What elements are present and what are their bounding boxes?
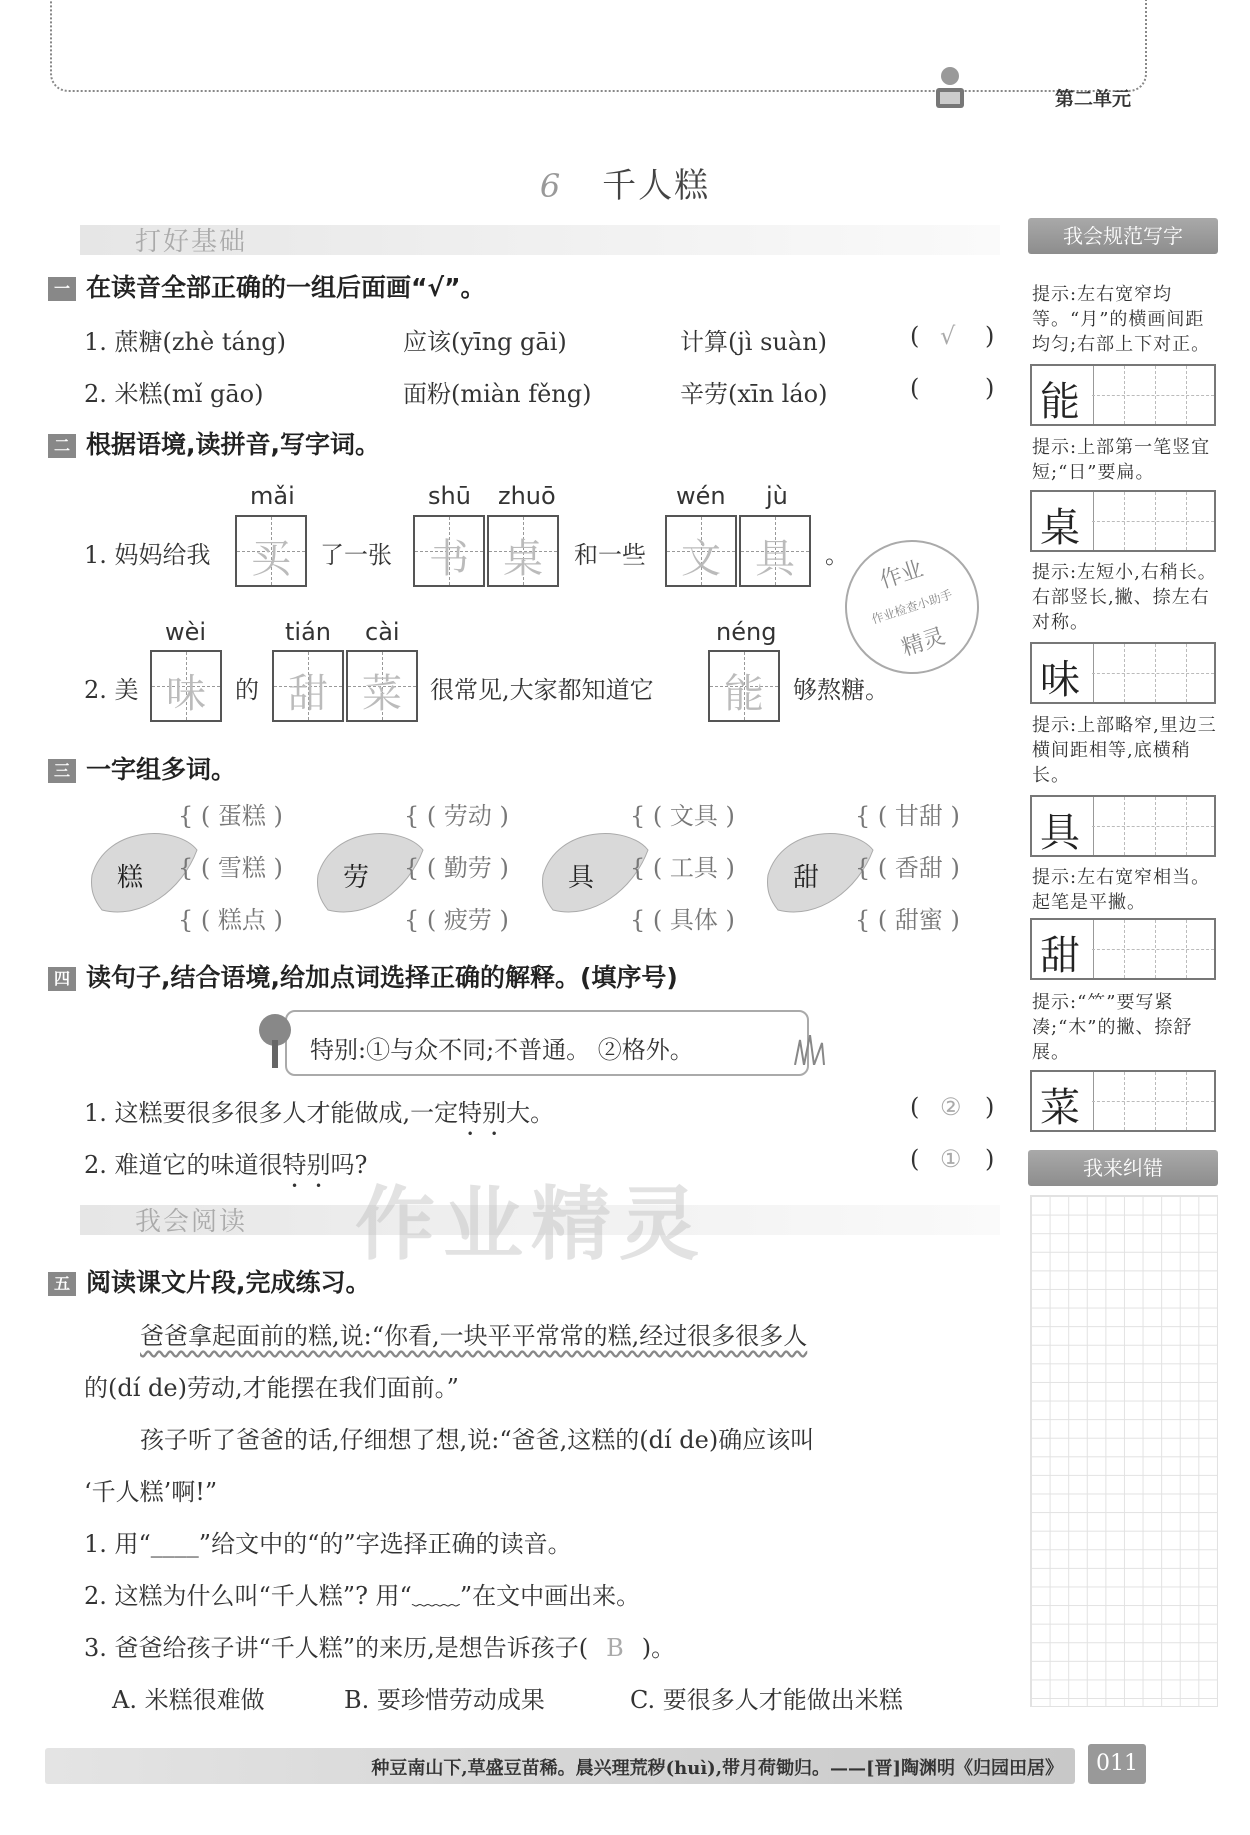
q3-group2-words: { ( 劳动 ) { ( 勤劳 ) { ( 疲劳 ): [404, 802, 509, 934]
q2-icon: 二: [48, 434, 76, 458]
section-title-reading: 我会阅读: [135, 1207, 248, 1237]
q5-task-3: 3. 爸爸给孩子讲“千人糕”的来历,是想告诉孩子( B )。: [84, 1634, 676, 1662]
section-title-basics: 打好基础: [135, 227, 248, 257]
q3-g3-w3[interactable]: 具体: [669, 906, 718, 934]
q2-s1-text-b: 了一张: [320, 541, 392, 569]
q4-title: [48, 958, 678, 994]
q1-row1-paren-open: (: [910, 322, 920, 350]
tip-4: 提示:上部略窄,里边三横间距相等,底横稍长。: [1032, 715, 1217, 786]
q2-s2-box-4[interactable]: 能: [708, 650, 780, 722]
q2-s2-text-d: 够熬糖。: [793, 676, 889, 704]
q2-s1-pinyin-1: mǎi: [250, 482, 295, 510]
q5-title: [48, 1263, 371, 1299]
lesson-title: [0, 158, 1250, 207]
q2-s2-text-c: 很常见,大家都知道它: [430, 676, 654, 704]
q2-s1-pinyin-3: zhuō: [498, 482, 556, 510]
q2-s1-text-c: 和一些: [574, 541, 646, 569]
unit-label: 第二单元: [1055, 88, 1132, 110]
q2-s1-box-1[interactable]: 买: [235, 515, 307, 587]
q2-s1-pinyin-4: wén: [676, 482, 726, 510]
footer-quote-band: [45, 1748, 1075, 1784]
q2-s1-pinyin-2: shū: [428, 482, 471, 510]
tip-1: 提示:左右宽窄均等。“月”的横画间距均匀;右部上下对正。: [1032, 284, 1211, 355]
q3-g4-w1[interactable]: 甘甜: [894, 802, 943, 830]
dotted-word-1: 特别: [458, 1099, 507, 1127]
writing-row-5[interactable]: 甜: [1030, 918, 1216, 980]
q5-task-2: 2. 这糕为什么叫“千人糕”? 用“﹏﹏”在文中画出来。: [84, 1582, 641, 1610]
tip-5: 提示:左右宽窄相当。起笔是平撇。: [1032, 867, 1211, 913]
page-number: 011: [1088, 1744, 1146, 1784]
q5-task-3-answer[interactable]: B: [606, 1634, 624, 1662]
q1-row1-a: 1. 蔗糖(zhè táng): [84, 328, 286, 356]
q2-s2-pinyin-2: tián: [285, 618, 331, 646]
q3-g3-w2[interactable]: 工具: [669, 854, 718, 882]
q2-s2-text-a: 2. 美: [84, 676, 139, 704]
passage-line-1: 爸爸拿起面前的糕,说:“你看,一块平平常常的糕,经过很多很多人: [140, 1322, 808, 1350]
q3-group3-words: { ( 文具 ) { ( 工具 ) { ( 具体 ): [630, 802, 735, 934]
q1-row2-c: 辛劳(xīn láo): [680, 380, 828, 408]
q2-s1-box-4[interactable]: 文: [665, 515, 737, 587]
definition-note: 特别:①与众不同;不普通。 ②格外。: [310, 1036, 694, 1064]
q2-s2-pinyin-4: néng: [716, 618, 777, 646]
q3-g4-w2[interactable]: 香甜: [894, 854, 943, 882]
q5-option-c[interactable]: C. 要很多人才能做出米糕: [630, 1686, 903, 1714]
tip-6: 提示:“⺮”要写紧凑;“木”的撇、捺舒展。: [1032, 992, 1193, 1063]
q4-icon: 四: [48, 967, 76, 991]
writing-row-6[interactable]: 菜: [1030, 1070, 1216, 1132]
q4-text: 读句子,结合语境,给加点词选择正确的解释。(填序号): [86, 963, 678, 992]
writing-row-3[interactable]: 味: [1030, 642, 1216, 704]
q3-g2-w2[interactable]: 勤劳: [443, 854, 492, 882]
q2-s2-box-2[interactable]: 甜: [272, 650, 344, 722]
q3-text: 一字组多词。: [86, 755, 237, 784]
q1-row1-b: 应该(yīng gāi): [403, 328, 567, 356]
homework-stamp: [828, 523, 997, 692]
side-header-correction: 我来纠错: [1028, 1150, 1218, 1186]
q3-title: [48, 750, 236, 786]
q2-text: 根据语境,读拼音,写字词。: [86, 430, 380, 459]
q4-paren-open-1: (: [910, 1093, 920, 1121]
passage-line-2: 的(dí de)劳动,才能摆在我们面前。”: [84, 1374, 459, 1402]
lesson-name: 千人糕: [602, 166, 711, 206]
q3-group4-words: { ( 甘甜 ) { ( 香甜 ) { ( 甜蜜 ): [855, 802, 960, 934]
q3-group1-words: { ( 蛋糕 ) { ( 雪糕 ) { ( 糕点 ): [178, 802, 283, 934]
q3-icon: 三: [48, 759, 76, 783]
q2-s2-text-b: 的: [235, 676, 259, 704]
q3-leaf-1: 糕: [117, 863, 144, 893]
tree-icon: [255, 1010, 295, 1070]
q2-s2-pinyin-1: wèi: [165, 618, 207, 646]
q2-title: [48, 425, 380, 461]
q4-paren-open-2: (: [910, 1145, 920, 1173]
passage-line-4: ‘千人糕’啊!”: [84, 1478, 218, 1506]
stamp-top: 作业: [876, 556, 927, 594]
q2-s1-text-a: 1. 妈妈给我: [84, 541, 211, 569]
q5-icon: 五: [48, 1272, 76, 1296]
q2-s1-pinyin-5: jù: [766, 482, 788, 510]
q3-leaf-2: 劳: [343, 863, 370, 893]
q1-row2-paren-open: (: [910, 374, 920, 402]
q2-s1-box-5[interactable]: 具: [739, 515, 811, 587]
q3-g1-w3[interactable]: 糕点: [217, 906, 266, 934]
stamp-mid: 作业检查小助手: [869, 587, 955, 627]
q3-leaf-4: 甜: [793, 863, 820, 893]
q1-text: 在读音全部正确的一组后面画“√”。: [86, 273, 486, 302]
q3-leaf-3: 具: [568, 863, 595, 893]
writing-row-4[interactable]: 具: [1030, 795, 1216, 857]
q1-row1-answer[interactable]: √: [940, 322, 956, 350]
q4-answer-1[interactable]: ②: [940, 1093, 962, 1121]
q1-row1-paren-close: ): [985, 322, 995, 350]
q2-s1-text-d: 。: [825, 541, 849, 569]
passage-line-3: 孩子听了爸爸的话,仔细想了想,说:“爸爸,这糕的(dí de)确应该叫: [140, 1426, 815, 1454]
q5-option-b[interactable]: B. 要珍惜劳动成果: [344, 1686, 545, 1714]
q1-row2-a: 2. 米糕(mǐ gāo): [84, 380, 264, 408]
q3-g1-w2[interactable]: 雪糕: [217, 854, 266, 882]
q3-g2-w1[interactable]: 劳动: [443, 802, 492, 830]
q4-paren-close-2: ): [985, 1145, 995, 1173]
q4-answer-2[interactable]: ①: [940, 1145, 962, 1173]
q2-s1-box-3[interactable]: 桌: [487, 515, 559, 587]
q3-g3-w1[interactable]: 文具: [669, 802, 718, 830]
section-band-basics: [80, 225, 1000, 255]
q4-paren-close-1: ): [985, 1093, 995, 1121]
reading-boy-icon: [930, 64, 970, 114]
writing-row-2[interactable]: 桌: [1030, 490, 1216, 552]
dotted-word-2: 特别: [282, 1151, 331, 1179]
q2-s2-box-3[interactable]: 菜: [346, 650, 418, 722]
top-frame: [50, 0, 1147, 92]
q1-row2-paren-close: ): [985, 374, 995, 402]
q2-s2-pinyin-3: cài: [365, 618, 400, 646]
q2-s2-box-1[interactable]: 味: [150, 650, 222, 722]
q4-sentence-2: 2. 难道它的味道很特别吗?: [84, 1151, 368, 1179]
q5-option-a[interactable]: A. 米糕很难做: [112, 1686, 265, 1714]
q5-text: 阅读课文片段,完成练习。: [86, 1268, 371, 1297]
q3-g4-w3[interactable]: 甜蜜: [894, 906, 943, 934]
q1-icon: 一: [48, 277, 76, 301]
stamp-bottom: 精灵: [898, 623, 949, 662]
q1-row2-b: 面粉(miàn fěng): [403, 380, 592, 408]
q3-g1-w1[interactable]: 蛋糕: [217, 802, 266, 830]
side-header-writing: 我会规范写字: [1028, 218, 1218, 254]
q1-title: [48, 268, 486, 304]
tip-2: 提示:上部第一笔竖宜短;“日”要扁。: [1032, 437, 1211, 483]
writing-row-1[interactable]: 能: [1030, 364, 1216, 426]
correction-grid[interactable]: [1030, 1195, 1218, 1707]
grass-icon: [790, 1035, 830, 1065]
q4-sentence-1: 1. 这糕要很多很多人才能做成,一定特别大。: [84, 1099, 555, 1127]
q5-task-1: 1. 用“____”给文中的“的”字选择正确的读音。: [84, 1530, 572, 1558]
tip-3: 提示:左短小,右稍长。右部竖长,撇、捺左右对称。: [1032, 562, 1217, 633]
watermark: 作业精灵: [355, 1178, 707, 1271]
footer-quote: 种豆南山下,草盛豆苗稀。晨兴理荒秽(huì),带月荷锄归。——[晋]陶渊明《归园田居》: [371, 1758, 1063, 1779]
q3-g2-w3[interactable]: 疲劳: [443, 906, 492, 934]
lesson-number: 6: [539, 167, 563, 205]
q1-row1-c: 计算(jì suàn): [680, 328, 828, 356]
q2-s1-box-2[interactable]: 书: [413, 515, 485, 587]
